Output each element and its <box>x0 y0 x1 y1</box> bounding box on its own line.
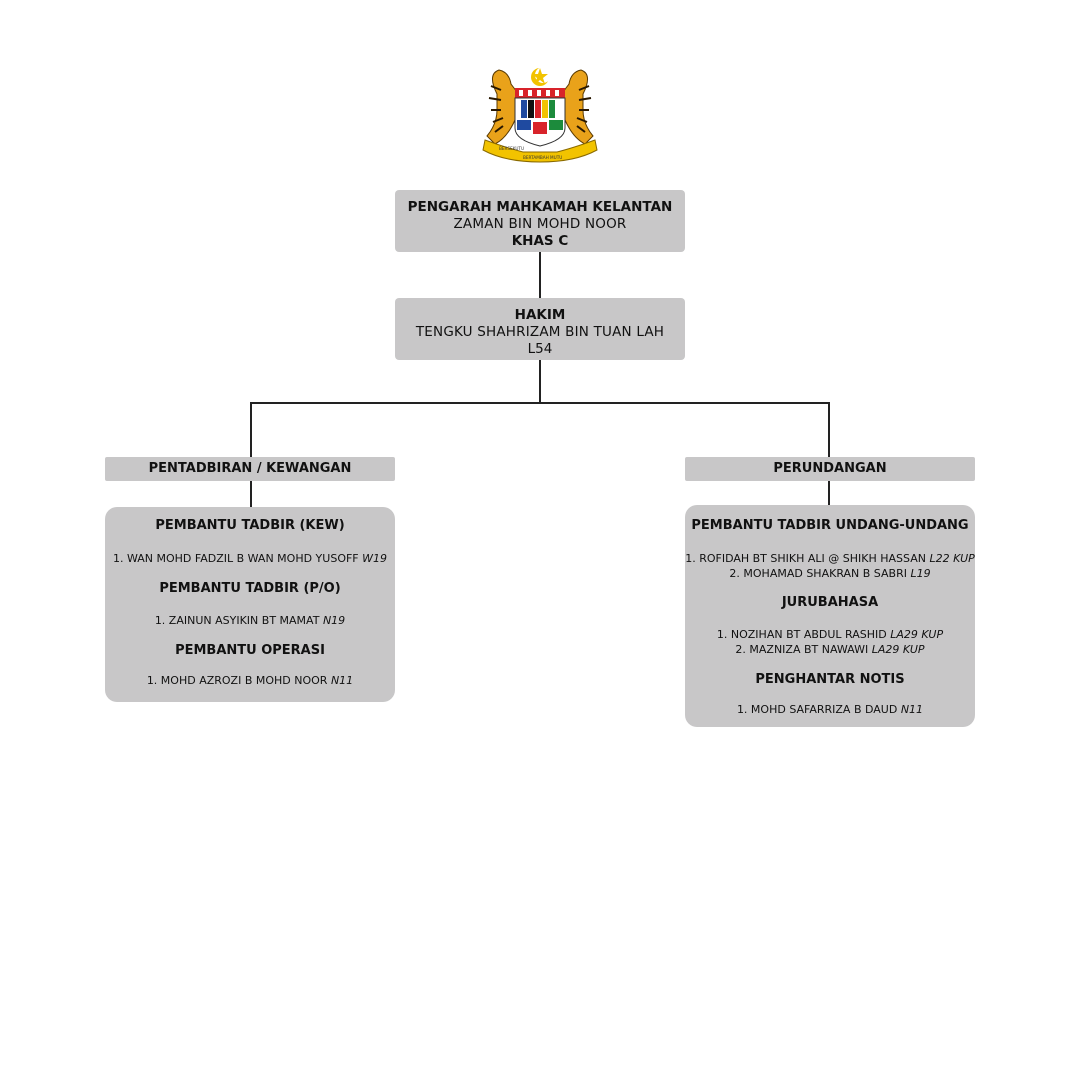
motto-right: BERTAMBAH MUTU <box>523 155 563 160</box>
director-name: ZAMAN BIN MOHD NOOR <box>453 216 627 232</box>
member-item: 1. NOZIHAN BT ABDUL RASHID LA29 KUP <box>716 628 944 641</box>
judge-box <box>395 298 685 360</box>
left-detail-box <box>105 507 395 702</box>
right-department-header: PERUNDANGAN <box>685 457 975 481</box>
judge-title: HAKIM <box>514 307 566 323</box>
member-item: 1. WAN MOHD FADZIL B WAN MOHD YUSOFF W19 <box>112 552 388 565</box>
member-item: 2. MOHAMAD SHAKRAN B SABRI L19 <box>729 567 931 580</box>
director-grade: KHAS C <box>511 233 569 249</box>
left-department-header: PENTADBIRAN / KEWANGAN <box>105 457 395 481</box>
coat-of-arms-emblem <box>477 66 603 166</box>
motto-left: BERSEKUTU <box>499 146 525 151</box>
connector-horizontal <box>250 402 830 404</box>
member-item: 1. MOHD SAFARRIZA B DAUD N11 <box>736 703 924 716</box>
member-item: 1. MOHD AZROZI B MOHD NOOR N11 <box>146 674 354 687</box>
role-title: PEMBANTU OPERASI <box>175 643 325 658</box>
member-item: 2. MAZNIZA BT NAWAWI LA29 KUP <box>735 643 925 656</box>
connector-judge-branch <box>539 359 541 403</box>
role-title: PEMBANTU TADBIR UNDANG-UNDANG <box>691 518 969 533</box>
member-item: 1. ROFIDAH BT SHIKH ALI @ SHIKH HASSAN L22 KUP <box>685 552 975 565</box>
right-detail-box <box>685 505 975 727</box>
connector-left-detail <box>250 480 252 507</box>
director-title: PENGARAH MAHKAMAH KELANTAN <box>407 199 673 215</box>
role-title: PENGHANTAR NOTIS <box>755 672 905 687</box>
judge-name: TENGKU SHAHRIZAM BIN TUAN LAH <box>415 324 665 340</box>
connector-director-judge <box>539 252 541 298</box>
connector-right-detail <box>828 480 830 505</box>
connector-right-down <box>828 402 830 457</box>
member-item: 1. ZAINUN ASYIKIN BT MAMAT N19 <box>154 614 346 627</box>
role-title: JURUBAHASA <box>781 595 879 610</box>
director-box <box>395 190 685 252</box>
role-title: PEMBANTU TADBIR (KEW) <box>155 518 345 533</box>
judge-grade: L54 <box>527 341 553 357</box>
connector-left-down <box>250 402 252 457</box>
role-title: PEMBANTU TADBIR (P/O) <box>159 581 341 596</box>
